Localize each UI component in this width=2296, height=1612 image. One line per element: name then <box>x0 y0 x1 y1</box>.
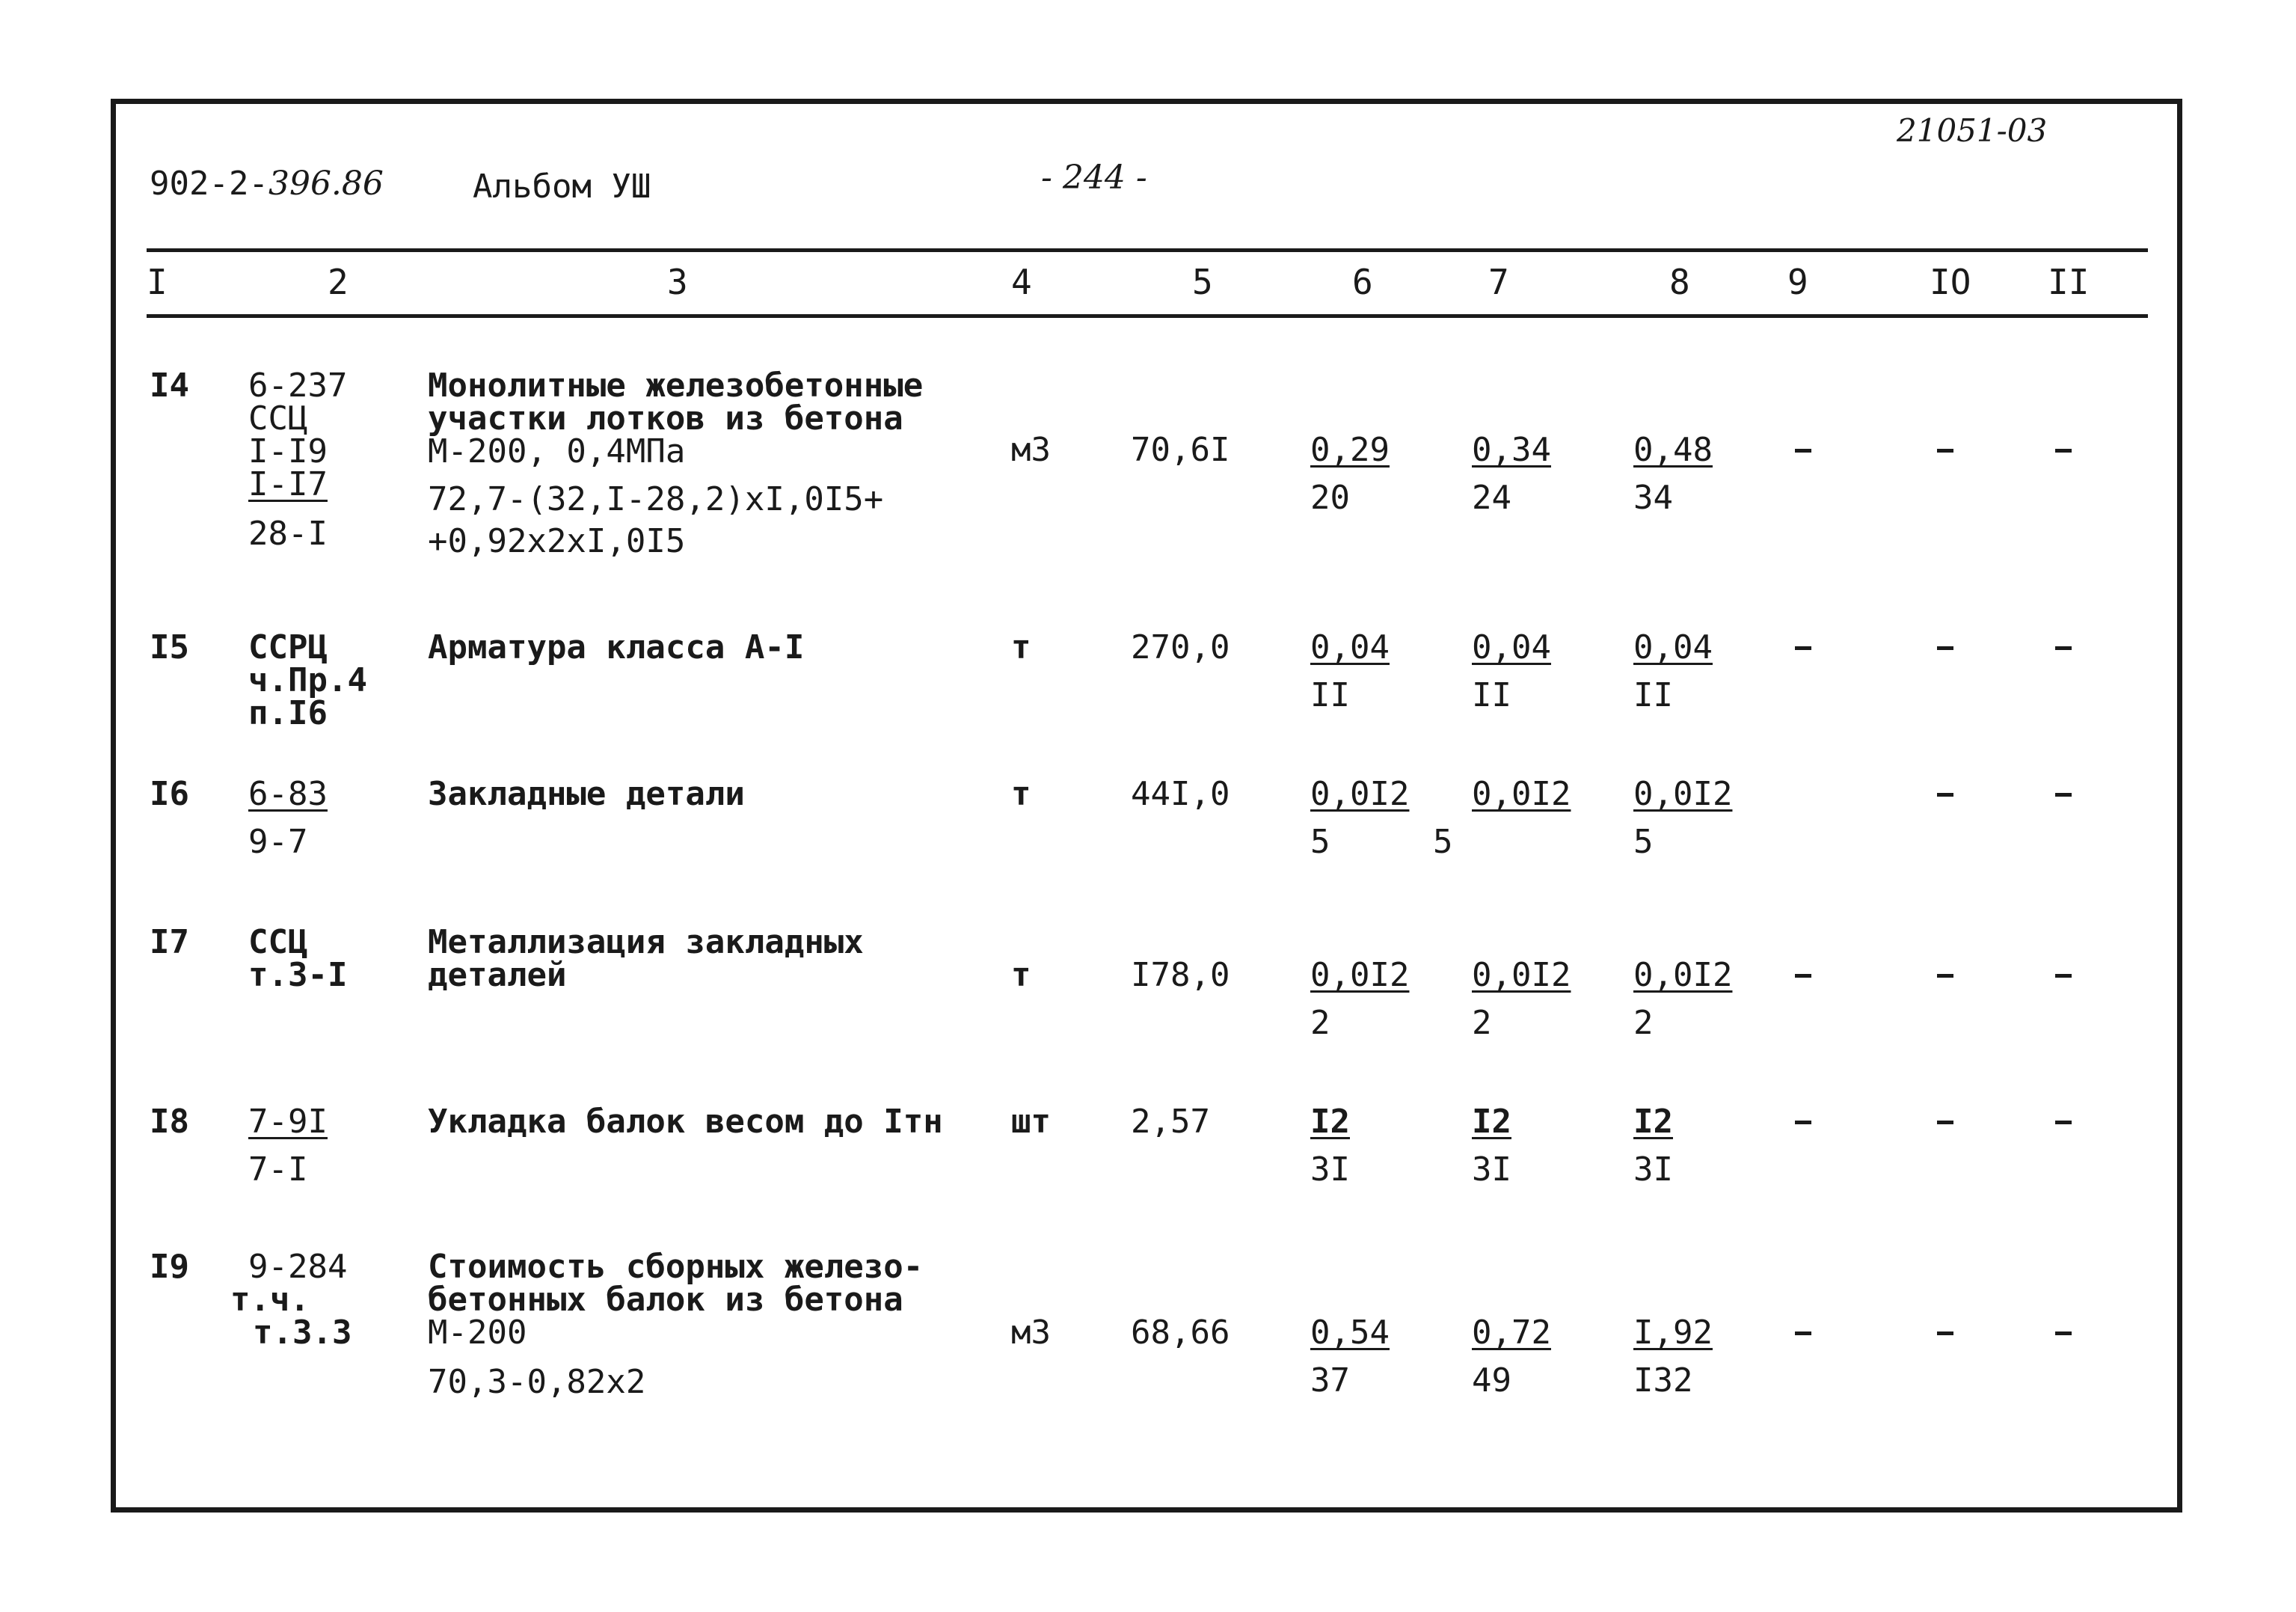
album-title: Альбом УШ <box>473 168 651 206</box>
col7-cost: II <box>1472 676 1511 714</box>
column-header-11: II <box>2048 262 2090 302</box>
col8-value: I2 <box>1633 1103 1673 1141</box>
col11-dash <box>2055 646 2072 650</box>
unit-price: 2,57 <box>1131 1103 1210 1141</box>
item-description <box>428 1103 943 1141</box>
col6-cost: 3I <box>1310 1150 1350 1189</box>
ref-line: ССЦ <box>248 923 308 961</box>
ref-line: I-I7 <box>248 465 328 503</box>
item-formula <box>428 479 883 563</box>
item-formula <box>428 1361 645 1403</box>
description-line: Стоимость сборных железо- <box>428 1248 924 1286</box>
description-line: бетонных балок из бетона <box>428 1281 903 1319</box>
unit: т <box>1011 628 1031 666</box>
col6-cost: 37 <box>1310 1361 1350 1400</box>
ref-line: 6-83 <box>248 775 328 813</box>
column-header-8: 8 <box>1669 262 1690 302</box>
formula-line: 70,3-0,82х2 <box>428 1363 646 1401</box>
col8-cost: II <box>1633 676 1673 714</box>
col8-value: I,92 <box>1633 1314 1713 1352</box>
ref-line: ССРЦ <box>248 628 328 666</box>
sheet-code: 21051-03 <box>1897 112 2048 149</box>
col7-cost: 24 <box>1472 479 1511 517</box>
column-header-6: 6 <box>1352 262 1373 302</box>
item-description <box>428 367 924 471</box>
col7-value: I2 <box>1472 1103 1511 1141</box>
ref-line: 6-237 <box>248 367 348 405</box>
unit: т <box>1011 775 1031 813</box>
col7-cost: 49 <box>1472 1361 1511 1400</box>
item-description <box>428 923 864 994</box>
col6-value: I2 <box>1310 1103 1350 1141</box>
unit-price: I78,0 <box>1131 956 1230 994</box>
column-header-10: IO <box>1930 262 1971 302</box>
unit: м3 <box>1011 431 1051 469</box>
unit-price: 70,6I <box>1131 431 1230 469</box>
unit-price: 68,66 <box>1131 1314 1230 1352</box>
description-line: М-200, 0,4МПа <box>428 432 686 471</box>
description-line: Закладные детали <box>428 775 745 813</box>
ref-line: 28-I <box>248 515 328 553</box>
row-number: I6 <box>150 775 189 813</box>
ref-line: 7-9I <box>248 1103 328 1141</box>
ref-line: 9-284 <box>248 1248 348 1286</box>
col6-value: 0,0I2 <box>1310 775 1410 813</box>
column-header-1: I <box>147 262 168 302</box>
col6-value: 0,29 <box>1310 431 1390 469</box>
row-number: I9 <box>150 1248 189 1286</box>
column-header-7: 7 <box>1488 262 1509 302</box>
unit: шт <box>1011 1103 1051 1141</box>
col8-cost: 34 <box>1633 479 1673 517</box>
col7-value: 0,0I2 <box>1472 775 1571 813</box>
ref-line: п.I6 <box>248 694 328 732</box>
unit-price: 270,0 <box>1131 628 1230 666</box>
col10-dash <box>1937 974 1953 978</box>
item-description <box>428 1248 924 1352</box>
col8-value: 0,0I2 <box>1633 775 1733 813</box>
col10-dash <box>1937 793 1953 797</box>
item-description <box>428 628 805 666</box>
col6-value: 0,54 <box>1310 1314 1390 1352</box>
unit-price: 44I,0 <box>1131 775 1230 813</box>
description-line: М-200 <box>428 1314 527 1352</box>
table-top-rule <box>147 248 2148 252</box>
col7-value: 0,72 <box>1472 1314 1551 1352</box>
col6-value: 0,04 <box>1310 628 1390 666</box>
col11-dash <box>2055 793 2072 797</box>
ref-line: I-I9 <box>248 432 328 471</box>
col11-dash <box>2055 1331 2072 1335</box>
col10-dash <box>1937 1121 1953 1124</box>
col7-cost: 3I <box>1472 1150 1511 1189</box>
document-code-suffix: 396.86 <box>268 165 384 203</box>
col7-value: 0,34 <box>1472 431 1551 469</box>
row-number: I7 <box>150 923 189 961</box>
document-code-prefix: 902-2- <box>150 165 268 203</box>
col6-cost: 2 <box>1310 1004 1330 1042</box>
item-description <box>428 775 745 813</box>
col8-value: 0,0I2 <box>1633 956 1733 994</box>
col10-dash <box>1937 646 1953 650</box>
description-line: участки лотков из бетона <box>428 399 903 438</box>
col7-cost: 5 <box>1433 823 1453 861</box>
row-number: I8 <box>150 1103 189 1141</box>
ref-line: т.3.3 <box>253 1314 352 1352</box>
col8-value: 0,04 <box>1633 628 1713 666</box>
col9-dash <box>1795 449 1811 453</box>
col11-dash <box>2055 449 2072 453</box>
col11-dash <box>2055 974 2072 978</box>
column-header-3: 3 <box>667 262 688 302</box>
col10-dash <box>1937 1331 1953 1335</box>
col9-dash <box>1795 1331 1811 1335</box>
description-line: Арматура класса А-I <box>428 628 805 666</box>
col9-dash <box>1795 974 1811 978</box>
formula-line: +0,92х2хI,0I5 <box>428 522 686 560</box>
unit: м3 <box>1011 1314 1051 1352</box>
description-line: Металлизация закладных <box>428 923 864 961</box>
col6-cost: 5 <box>1310 823 1330 861</box>
col9-dash <box>1795 1121 1811 1124</box>
unit: т <box>1011 956 1031 994</box>
table-header-rule <box>147 314 2148 318</box>
col6-value: 0,0I2 <box>1310 956 1410 994</box>
col10-dash <box>1937 449 1953 453</box>
col11-dash <box>2055 1121 2072 1124</box>
row-number: I4 <box>150 367 189 405</box>
col6-cost: 20 <box>1310 479 1350 517</box>
column-header-2: 2 <box>328 262 349 302</box>
description-line: Монолитные железобетонные <box>428 367 924 405</box>
ref-line: 9-7 <box>248 823 308 861</box>
formula-line: 72,7-(32,I-28,2)хI,0I5+ <box>428 480 884 518</box>
column-header-5: 5 <box>1192 262 1213 302</box>
ref-line: т.ч. <box>230 1281 310 1319</box>
column-header-9: 9 <box>1787 262 1808 302</box>
col6-cost: II <box>1310 676 1350 714</box>
col8-cost: 3I <box>1633 1150 1673 1189</box>
col7-cost: 2 <box>1472 1004 1492 1042</box>
ref-line: ССЦ <box>248 399 308 438</box>
col9-dash <box>1795 646 1811 650</box>
col7-value: 0,0I2 <box>1472 956 1571 994</box>
ref-line: ч.Пр.4 <box>248 661 367 699</box>
document-code <box>150 165 384 203</box>
ref-line: т.3-I <box>248 956 348 994</box>
col8-cost: 2 <box>1633 1004 1654 1042</box>
page-number: - 244 - <box>1041 159 1147 197</box>
column-header-4: 4 <box>1011 262 1032 302</box>
col7-value: 0,04 <box>1472 628 1551 666</box>
description-line: деталей <box>428 956 567 994</box>
col8-value: 0,48 <box>1633 431 1713 469</box>
col8-cost: 5 <box>1633 823 1654 861</box>
description-line: Укладка балок весом до Iтн <box>428 1103 943 1141</box>
row-number: I5 <box>150 628 189 666</box>
col8-cost: I32 <box>1633 1361 1693 1400</box>
ref-line: 7-I <box>248 1150 308 1189</box>
